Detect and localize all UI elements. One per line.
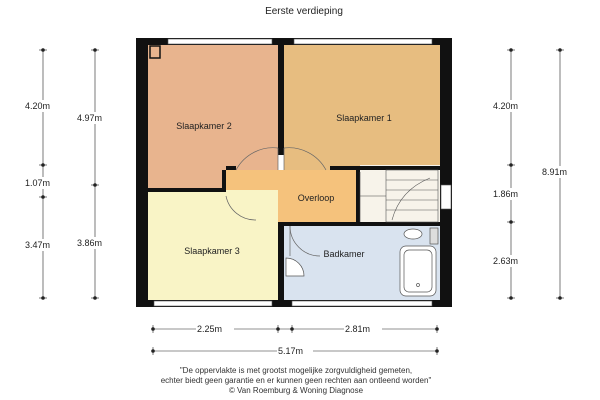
dim-right-lower: 2.63m [493, 256, 519, 266]
room-label-slaapkamer-2: Slaapkamer 2 [176, 121, 232, 131]
dim-left-upper: 4.20m [25, 101, 51, 111]
dim-left2-lower: 3.86m [77, 238, 103, 248]
room-label-badkamer: Badkamer [323, 249, 365, 259]
room-label-slaapkamer-3: Slaapkamer 3 [184, 246, 240, 256]
dim-right-mid: 1.86m [493, 189, 519, 199]
room-slaapkamer-1 [284, 45, 440, 170]
dim-bottom-left: 2.25m [197, 324, 223, 334]
disclaimer-line-2: echter biedt geen garantie en er kunnen geen rechten aan ontleend worden" [160, 376, 432, 385]
room-stair [360, 165, 440, 225]
room-label-overloop: Overloop [297, 193, 335, 203]
dim-left2-upper: 4.97m [77, 113, 103, 123]
disclaimer-line-1: "De oppervlakte is met grootst mogelijke zorgvuldigheid gemeten, [179, 366, 413, 375]
dim-right-total: 8.91m [542, 167, 568, 177]
room-slaapkamer-3 [148, 190, 278, 300]
dim-left-lower: 3.47m [25, 240, 51, 250]
plan-title: Eerste verdieping [265, 6, 343, 17]
dim-bottom-right: 2.81m [345, 324, 371, 334]
dim-bottom-total: 5.17m [278, 346, 304, 356]
dim-left-mid: 1.07m [25, 178, 51, 188]
disclaimer-line-3: © Van Roemburg & Woning Diagnose [228, 386, 364, 395]
dim-right-upper: 4.20m [493, 101, 519, 111]
room-label-slaapkamer-1: Slaapkamer 1 [336, 113, 392, 123]
room-slaapkamer-2 [148, 45, 278, 190]
